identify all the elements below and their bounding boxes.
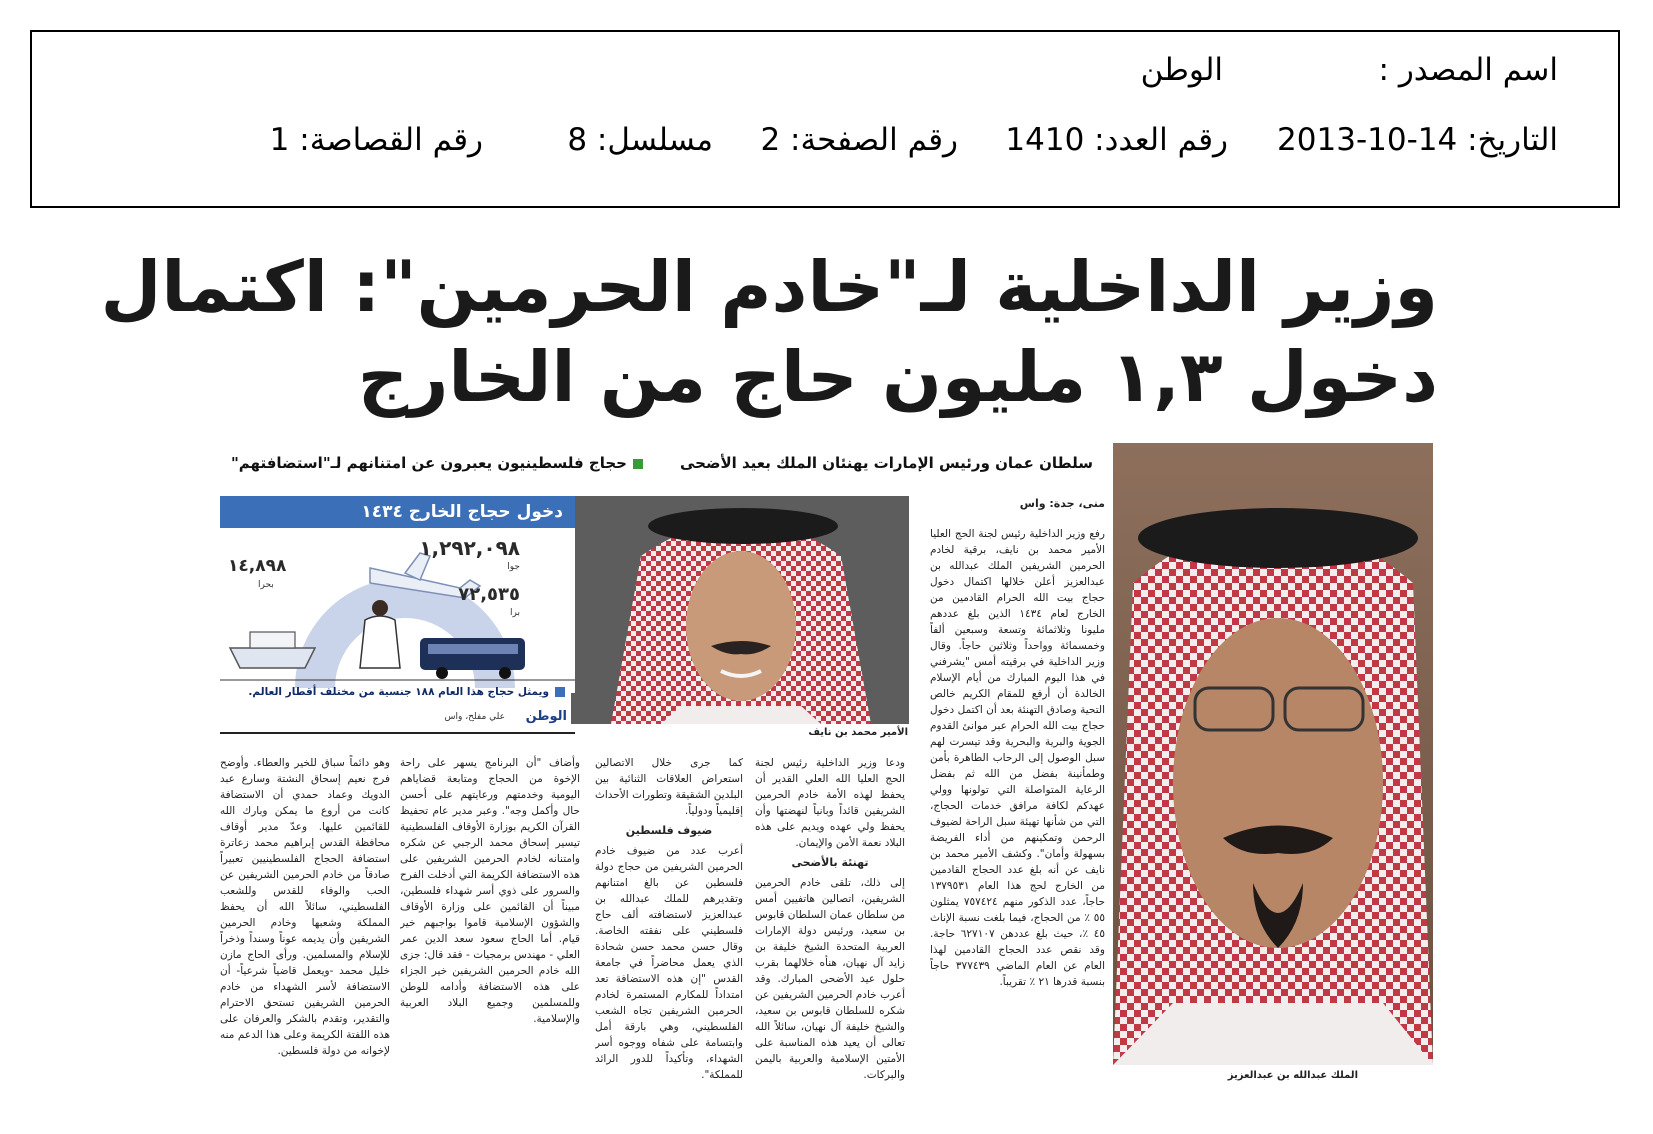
infographic-credit-text: علي مفلح، واس (444, 712, 505, 722)
issue-number-field: رقم العدد: 1410 (1005, 122, 1228, 158)
sea-arrivals-value: ١٤,٨٩٨ (228, 556, 287, 576)
nationalities-note (248, 686, 565, 698)
column-1-body: رفع وزير الداخلية رئيس لجنة الحج العليا الأمير محمد بن نايف، برقية لخادم الحرمين الشريفين الملك عبدالله بن عبدالعزيز أعلن خلالها اكتمال دخول حجاج بيت الله الحرام القادمين من الخارج لعام ١٤٣٤ الذين بلغ عددهم مليونا وثلاثمائة وتسعة وسبعين ألفاً وخمسمائة وواحداً وثلاثين حاجاً. وقال وزير الداخلية في برقيته أمس "يشرفني في هذا اليوم المبارك من أيام الإسلام الخالدة أن أرفع للمقام الكريم خالص التحية وصادق التهنئة بعد أن اكتمل دخول حجاج بيت الله الحرام عبر موانئ القدوم الجوية والبرية والبحرية وقد تيسرت لهم سبل الوصول إلى الرحاب الطاهرة بأمن وطمأنينة بفضل من الله ثم بفضل الرعاية المتواصلة التي تولونها وولي عهدكم لكافة مرافق خدمات الحجاج، التي من شأنها تهيئة سبل الراحة لضيوف الرحمن وتمكينهم من أداء الفريضة بسهولة وأمان". وكشف الأمير محمد بن نايف عن أنه بلغ عدد الحجاج القادمين من الخارج لحج هذا العام ١٣٧٩٥٣١ حاجاً، عدد الذكور منهم ٧٥٧٤٢٤ يمثلون ٥٥ ٪ من الحجاج، فيما بلغت نسبة الإناث ٤٥ ٪، حيث بلغ عددهن ٦٢٧١٠٧ حاجة. وقد نقص عدد الحجاج القادمين لهذا العام عن العام الماضي ٣٧٧٤٣٩ حاجاً بنسبة قدرها ٢١ ٪ تقريباً. (930, 528, 1105, 988)
section-heading-palestine-guests: ضيوف فلسطين (625, 824, 713, 837)
section-heading-eid-greetings: تهنئة بالأضحى (791, 856, 869, 869)
source-label: اسم المصدر : (1378, 52, 1558, 88)
prince-mohammed-photo (571, 496, 909, 724)
serial-field: مسلسل: 8 (567, 122, 713, 158)
column-2-body: ودعا وزير الداخلية رئيس لجنة الحج العليا الله العلي القدير أن يحفظ لهذه الأمة خادم الحرمين الشريفين قائداً وبانياً لنهضتها وأن يحفظ ولي عهده ويديم على هذه البلاد نعمة الأمن والإيمان. (755, 757, 905, 849)
date-field: التاريخ: 14-10-2013 (1277, 122, 1558, 158)
king-abdullah-photo (1113, 443, 1433, 1065)
article-column-4 (400, 755, 580, 1085)
article-column-5 (220, 755, 390, 1085)
column-4-body: وأضاف "أن البرنامج يسهر على راحة الإخوة من الحجاج ومتابعة قضاياهم اليومية وخدمتهم ورعايتهم على أحسن حال وأكمل وجه". وعبر مدير عام تحفيظ القرآن الكريم بوزارة الأوقاف الفلسطينية تيسير إسحاق محمد الرجبي عن شكره وامتنانه لخادم الحرمين الشريفين على هذه الاستضافة الكريمة التي أدخلت الفرح والسرور على ذوي أسر شهداء فلسطين، مبيناً أن القائمين على وزارة الأوقاف والشؤون الإسلامية قاموا بواجبهم خير قيام. أما الحاج سعود سعد الدين عمر العلي - مهندس برمجيات - فقد قال: جزى الله خادم الحرمين الشريفين خير الجزاء على هذه الاستضافة وأدامه للوطن وللمسلمين وجميع البلاد العربية والإسلامية. (400, 757, 580, 1025)
column-5-body: وهو دائماً سباق للخير والعطاء. وأوضح فرج نعيم إسحاق النشتة وسارع عبد الدويك وعماد حمدي أن الاستضافة كانت من أروع ما يمكن وبارك الله للقائمين عليها. وعدّ مدير أوقاف محافظة القدس إبراهيم محمد زعاترة استضافة الحجاج الفلسطينيين تعبيراً صادقاً من خادم الحرمين الشريفين عن الحب والوفاء للقدس وللشعب الفلسطيني، سائلاً الله أن يحفظ المملكة وشعبها وخادم الحرمين الشريفين وأن يديمه عوناً وسنداً وذخراً للإسلام والمسلمين. ورأى الحاج مازن خليل محمد -ويعمل قاضياً شرعياً- أن الاستضافة لأسر الشهداء من خادم الحرمين الشريفين تستحق الاحترام والتقدير، وتقدم بالشكر والعرفان على هذه اللفتة الكريمة وعلى هذا الدعم منه لإخوانه من دولة فلسطين. (220, 757, 390, 1057)
sea-arrivals-label: بحرا (258, 580, 274, 590)
source-name: الوطن (1140, 52, 1223, 88)
infographic-bottom-rule (220, 732, 575, 734)
prince-portrait-illustration (571, 496, 909, 724)
land-arrivals-label: برا (510, 608, 520, 618)
column-3-body-continued: أعرب عدد من ضيوف خادم الحرمين الشريفين من حجاج دولة فلسطين عن بالغ امتنانهم وتقديرهم للملك عبدالله بن عبدالعزيز لاستضافته ألف حاج فلسطيني على نفقته الخاصة. وقال حسن محمد حسن شحادة الذي يعمل محاضراً في جامعة القدس "إن هذه الاستضافة تعد امتداداً للمكارم المستمرة لخادم الحرمين الشريفين تجاه الشعب الفلسطيني، وهي بارقة أمل وابتسامة على شفاه ووجوه أسر الشهداء، وتأكيداً للدور الرائد للمملكة". (595, 845, 743, 1081)
blue-square-bullet-icon (555, 687, 565, 697)
pilgrims-infographic (220, 496, 575, 734)
column-3-body: كما جرى خلال الاتصالين استعراض العلاقات الثنائية بين البلدين الشقيقة وتطورات الأحداث إقليمياً ودولياً. (595, 757, 743, 817)
clipping-info-box (30, 30, 1620, 208)
green-square-bullet-icon (633, 459, 643, 469)
page-number-field: رقم الصفحة: 2 (760, 122, 958, 158)
infographic-title: دخول حجاج الخارج ١٤٣٤ (220, 496, 575, 528)
nationalities-note-text: ويمثل حجاج هذا العام ١٨٨ جنسية من مختلف أقطار العالم. (248, 686, 549, 698)
infographic-graphic (220, 528, 575, 693)
king-portrait-illustration (1113, 443, 1433, 1065)
column-2-body-continued: إلى ذلك، تلقى خادم الحرمين الشريفين، اتصالين هاتفيين أمس من سلطان عمان السلطان قابوس بن سعيد، ورئيس دولة الإمارات العربية المتحدة الشيخ خليفة بن زايد آل نهيان، هنأه خلالهما بقرب حلول عيد الأضحى المبارك. وقد أعرب خادم الحرمين الشريفين عن شكره للسلطان قابوس بن سعيد، والشيخ خليفة آل نهيان، سائلاً الله تعالى أن يعيد هذه المناسبة على الأمتين الإسلامية والعربية باليمن والبركات. (755, 877, 905, 1081)
subhead-palestinian-pilgrims-text: حجاج فلسطينيون يعبرون عن امتنانهم لـ"استضافتهم" (230, 454, 627, 472)
article-column-3 (595, 755, 743, 1085)
subhead-gulf-leaders-text: سلطان عمان ورئيس الإمارات يهنئان الملك بعيد الأضحى (679, 454, 1093, 472)
headline-line-2: دخول ١,٣ مليون حاج من الخارج (357, 336, 1438, 418)
article-column-1 (930, 496, 1105, 1068)
clipping-number-field: رقم القصاصة: 1 (269, 122, 483, 158)
dateline: منى، جدة: واس (1019, 497, 1105, 510)
land-arrivals-value: ٧٢,٥٣٥ (458, 584, 520, 605)
headline-line-1: وزير الداخلية لـ"خادم الحرمين": اكتمال (100, 246, 1438, 328)
alwatan-logo: الوطن (525, 709, 567, 724)
infographic-credit (220, 704, 575, 732)
air-arrivals-value: ١,٢٩٢,٠٩٨ (419, 536, 520, 560)
subhead-gulf-leaders (680, 454, 1093, 472)
prince-photo-caption: الأمير محمد بن نايف (808, 727, 908, 738)
air-arrivals-label: جوا (507, 562, 520, 572)
king-photo-caption: الملك عبدالله بن عبدالعزيز (1227, 1070, 1358, 1081)
article-column-2 (755, 755, 905, 1085)
subhead-palestinian-pilgrims (231, 454, 643, 472)
